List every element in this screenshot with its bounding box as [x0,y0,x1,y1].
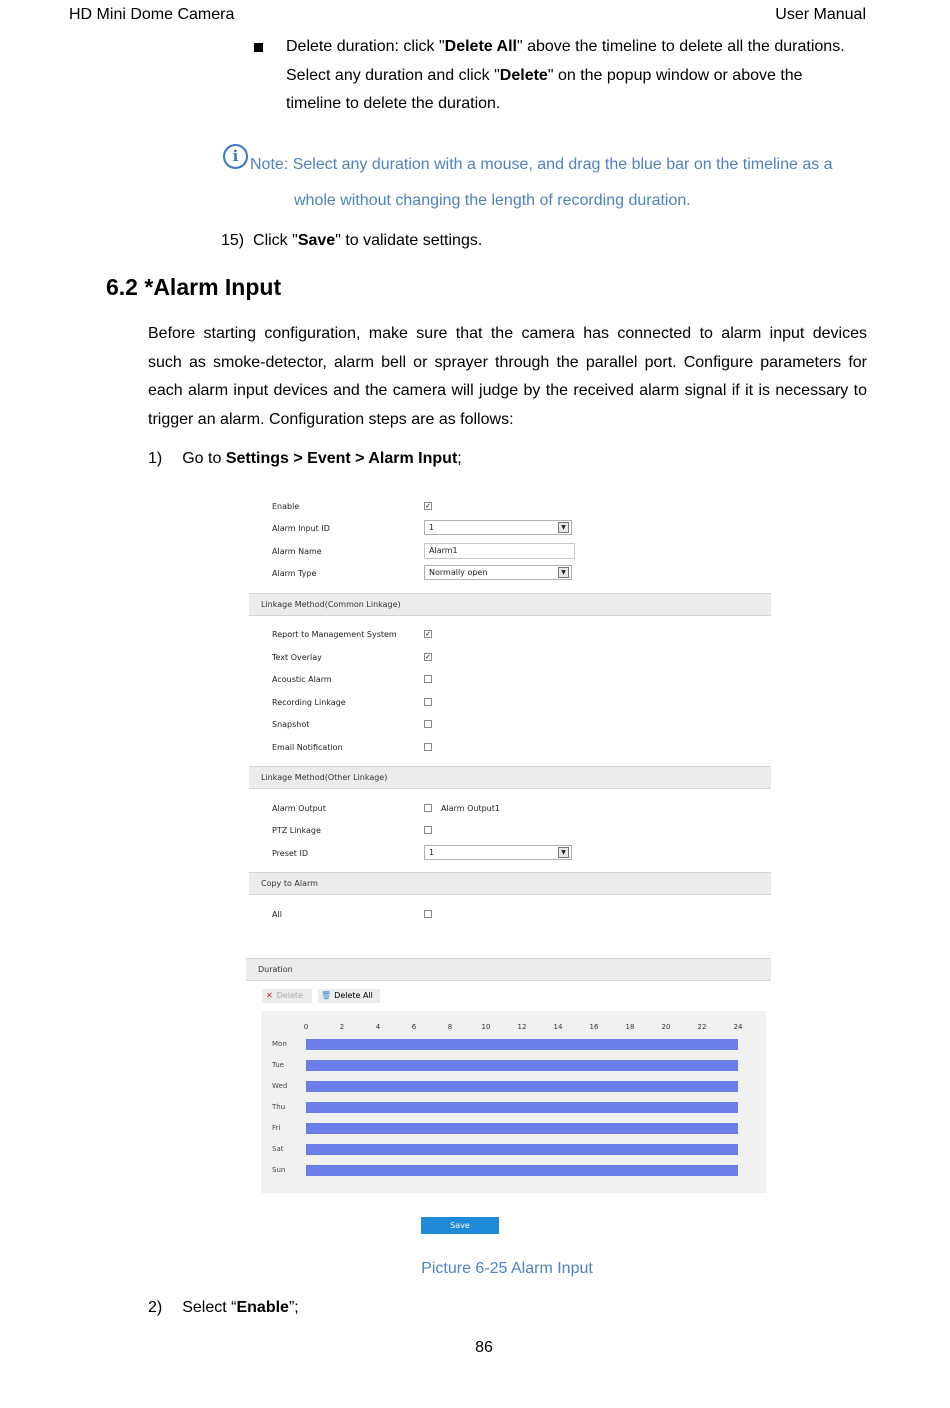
copy-all-label: All [272,910,282,919]
common-linkage-item-checkbox[interactable] [424,720,432,728]
alarm-input-id-label: Alarm Input ID [272,524,330,533]
day-label: Mon [272,1040,287,1048]
copy-all-checkbox[interactable] [424,910,432,918]
day-label: Sat [272,1145,284,1153]
common-linkage-item-label: Acoustic Alarm [272,675,332,684]
alarm-output-label: Alarm Output [272,804,326,813]
duration-bar[interactable] [306,1060,738,1071]
common-linkage-item-checkbox[interactable]: ✓ [425,630,431,638]
hour-tick-label: 24 [733,1023,743,1031]
hour-tick-label: 4 [375,1023,381,1031]
alarm-output-option-label: Alarm Output1 [441,804,500,813]
alarm-type-select[interactable] [424,565,572,580]
chevron-down-icon: ▼ [558,522,569,533]
note-line-2: whole without changing the length of recording duration. [294,192,691,209]
common-linkage-item-checkbox[interactable] [424,743,432,751]
day-label: Fri [272,1124,281,1132]
step-15: 15) Click "Save" to validate settings. [221,232,483,249]
preset-id-select[interactable] [424,845,572,860]
common-linkage-item-label: Text Overlay [272,652,322,662]
duration-bar[interactable] [306,1081,738,1092]
alarm-type-value: Normally open [429,568,488,577]
enable-label: Enable [272,502,300,511]
hour-tick-label: 20 [661,1023,671,1031]
day-label: Wed [272,1082,288,1090]
common-linkage-item-label: Recording Linkage [272,697,346,707]
hour-tick-label: 14 [553,1023,563,1031]
day-label: Tue [272,1061,284,1069]
duration-bar[interactable] [306,1123,738,1134]
trash-icon: 🗑 [321,991,332,1000]
hour-tick-label: 12 [517,1023,527,1031]
header-right: User Manual [775,6,866,23]
other-linkage-header: Linkage Method(Other Linkage) [249,766,771,789]
day-label: Thu [272,1103,286,1111]
delete-all-button[interactable]: 🗑 Delete All [318,989,380,1003]
duration-bar[interactable] [306,1039,738,1050]
preset-id-value: 1 [429,848,435,857]
delete-button[interactable]: ✕ Delete [262,989,312,1003]
save-button[interactable]: Save [421,1217,499,1234]
duration-bar[interactable] [306,1102,738,1113]
alarm-name-input[interactable]: Alarm1 [424,543,575,559]
alarm-output-checkbox[interactable] [424,804,432,812]
ptz-linkage-checkbox[interactable] [424,826,432,834]
duration-bar[interactable] [306,1144,738,1155]
common-linkage-item-label: Snapshot [272,720,310,729]
common-linkage-item-checkbox[interactable]: ✓ [425,652,431,661]
duration-header: Duration [246,958,771,981]
day-label: Sun [272,1166,286,1174]
header-left: HD Mini Dome Camera [69,6,235,23]
step-1: 1) Go to Settings > Event > Alarm Input; [148,450,462,467]
common-linkage-header: Linkage Method(Common Linkage) [249,593,771,616]
alarm-input-id-value: 1 [429,523,435,532]
duration-bar[interactable] [306,1165,738,1176]
alarm-name-label: Alarm Name [272,547,322,556]
preset-id-label: Preset ID [272,849,309,858]
hour-tick-label: 6 [411,1023,417,1031]
chevron-down-icon: ▼ [558,847,569,858]
common-linkage-item-checkbox[interactable] [424,698,432,706]
chevron-down-icon: ▼ [558,567,569,578]
bullet-square-icon [254,43,263,52]
common-linkage-item-label: Report to Management System [272,630,397,639]
hour-tick-label: 16 [589,1023,599,1031]
info-icon: i [223,144,248,169]
note-line-1: Note: Select any duration with a mouse, and drag the blue bar on the timeline as a [250,156,833,173]
common-linkage-item-label: Email Notification [272,742,343,752]
page-number: 86 [475,1339,493,1356]
alarm-type-label: Alarm Type [272,569,317,578]
intro-paragraph: Before starting configuration, make sure that the camera has connected to alarm input devices such as smoke-detector, alarm bell or sprayer through the parallel port. Configure parameters for each alarm input devices and the camera will judge by the received alarm signal if it is necessary to trigger an alarm. Configuration steps are as follows: [148,325,867,428]
hour-tick-label: 0 [303,1023,309,1031]
hour-tick-label: 8 [447,1023,453,1031]
hour-tick-label: 10 [481,1023,491,1031]
figure-caption: Picture 6-25 Alarm Input [421,1260,593,1277]
hour-tick-label: 18 [625,1023,635,1031]
hour-tick-label: 2 [339,1023,345,1031]
enable-checkbox[interactable]: ✓ [425,502,431,510]
step-2: 2) Select “Enable”; [148,1299,299,1316]
close-icon: ✕ [266,991,273,1000]
copy-to-alarm-header: Copy to Alarm [249,872,771,895]
ptz-linkage-label: PTZ Linkage [272,826,321,835]
hour-tick-label: 22 [697,1023,707,1031]
section-heading: 6.2 *Alarm Input [106,274,282,300]
common-linkage-item-checkbox[interactable] [424,675,432,683]
alarm-input-id-select[interactable] [424,520,572,535]
bullet-text: Delete duration: click "Delete All" above the timeline to delete all the durations. Select any duration and click "Delete" on the popup window or above the timeline to delete the duration. [286,38,845,112]
